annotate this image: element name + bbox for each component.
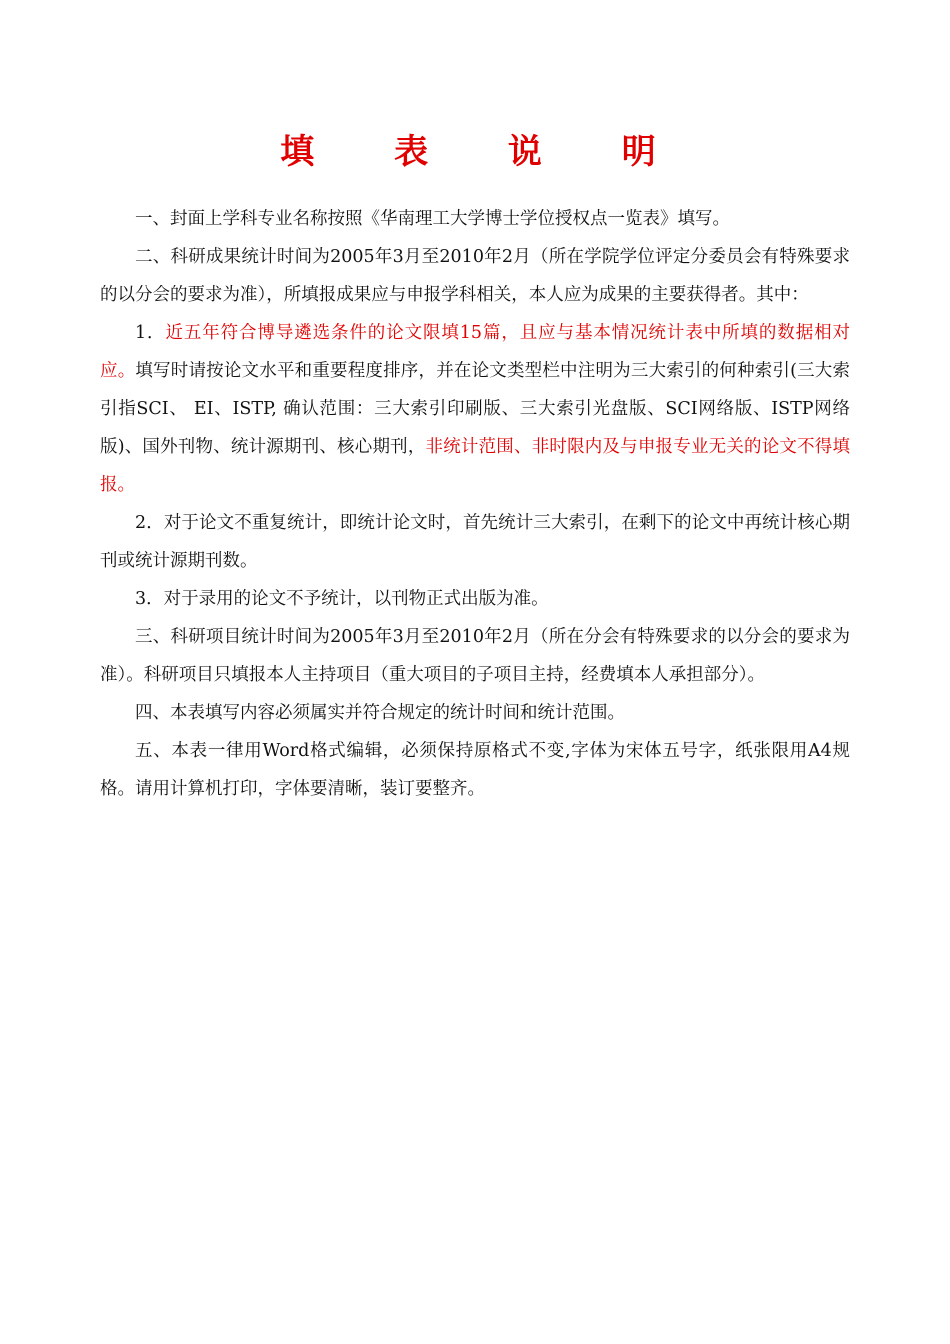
instruction-paragraph-4: 2．对于论文不重复统计，即统计论文时，首先统计三大索引，在剩下的论文中再统计核心期刊或统计源期刊数。 [100,513,850,571]
instruction-paragraph-8: 五、本表一律用Word格式编辑，必须保持原格式不变,字体为宋体五号字，纸张限用A4规格。请用计算机打印，字体要清晰，装订要整齐。 [100,741,850,799]
highlighted-requirement-1: 近五年符合博导遴选条件的论文限填15篇，且应与基本情况统计表中所填的数据相对应。 [100,323,851,381]
page-title: 填 表 说 明 [280,132,690,172]
instruction-paragraph-6: 三、科研项目统计时间为2005年3月至2010年2月（所在分会有特殊要求的以分会的要求为准）。科研项目只填报本人主持项目（重大项目的子项目主持，经费填本人承担部分）。 [100,627,850,685]
instruction-paragraph-2: 二、科研成果统计时间为2005年3月至2010年2月（所在学院学位评定分委员会有特殊要求的以分会的要求为准），所填报成果应与申报学科相关，本人应为成果的主要获得者。其中： [100,247,850,305]
instructions-body [100,200,850,808]
item-number: 1． [135,323,166,343]
instruction-paragraph-3 [100,314,850,504]
instruction-paragraph-7: 四、本表填写内容必须属实并符合规定的统计时间和统计范围。 [135,703,625,723]
paragraph-text: 填写时请按论文水平和重要程度排序，并在论文类型栏中注明为三大索引的何种索引(三大索引指SCI、 EI、ISTP, 确认范围：三大索引印刷版、三大索引光盘版、SCI网络版、ISTP网络版)、国外刊物、统计源期刊、核心期刊， [100,361,850,457]
instruction-paragraph-1: 一、封面上学科专业名称按照《华南理工大学博士学位授权点一览表》填写。 [135,209,730,229]
highlighted-requirement-2: 非统计范围、非时限内及与申报专业无关的论文不得填报。 [100,437,851,495]
instruction-paragraph-5: 3．对于录用的论文不予统计，以刊物正式出版为准。 [135,589,549,609]
